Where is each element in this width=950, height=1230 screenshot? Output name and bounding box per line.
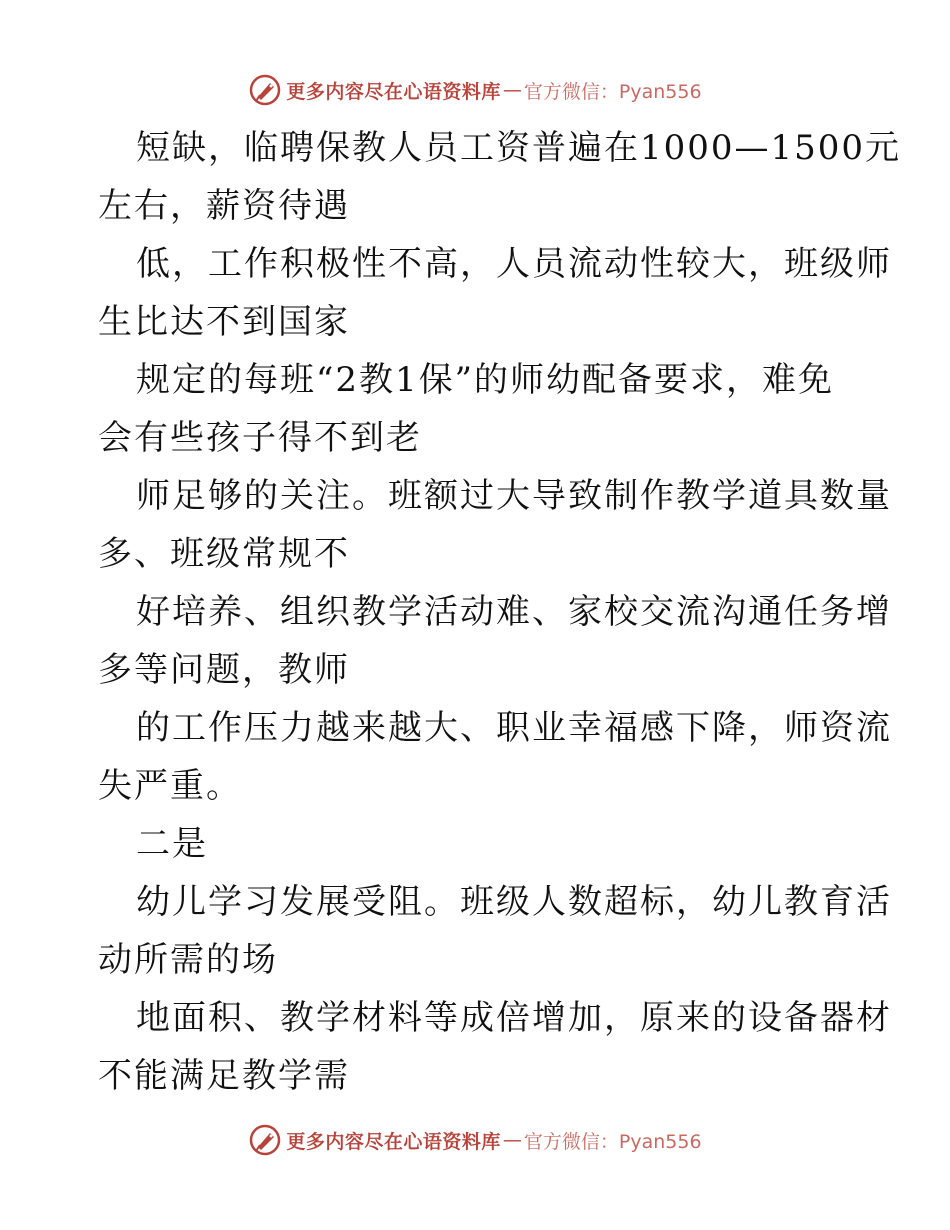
- body-line: 好培养、组织教学活动难、家校交流沟通任务增: [136, 592, 892, 632]
- footer-banner: [0, 1120, 950, 1160]
- body-line: 幼儿学习发展受阻。班级人数超标，幼儿教育活: [136, 882, 892, 922]
- body-line: 二是: [136, 824, 208, 864]
- body-line: 动所需的场: [98, 940, 278, 980]
- body-line: 地面积、教学材料等成倍增加，原来的设备器材: [136, 998, 892, 1038]
- banner-dash: —: [502, 1129, 522, 1151]
- pen-nib-logo-icon: [248, 1123, 282, 1157]
- body-line: 规定的每班“2教1保”的师幼配备要求，难免: [136, 360, 835, 400]
- banner-wechat: 官方微信：Pyan556: [523, 80, 702, 103]
- banner-wechat: 官方微信：Pyan556: [523, 1130, 702, 1153]
- body-line: 低，工作积极性不高，人员流动性较大，班级师: [136, 244, 892, 284]
- banner-dash: —: [502, 79, 522, 101]
- body-line: 左右，薪资待遇: [98, 186, 350, 226]
- body-line: 多、班级常规不: [98, 534, 350, 574]
- body-line: 的工作压力越来越大、职业幸福感下降，师资流: [136, 708, 892, 748]
- body-line: 师足够的关注。班额过大导致制作教学道具数量: [136, 476, 892, 516]
- body-line: 会有些孩子得不到老: [98, 418, 422, 458]
- banner-site-name: 更多内容尽在心语资料库: [286, 80, 501, 103]
- banner-site-name: 更多内容尽在心语资料库: [286, 1130, 501, 1153]
- body-line: 短缺，临聘保教人员工资普遍在1000—1500元: [136, 128, 902, 168]
- body-line: 失严重。: [98, 766, 242, 806]
- body-line: 多等问题，教师: [98, 650, 350, 690]
- body-line: 不能满足教学需: [98, 1056, 350, 1096]
- body-line: 生比达不到国家: [98, 302, 350, 342]
